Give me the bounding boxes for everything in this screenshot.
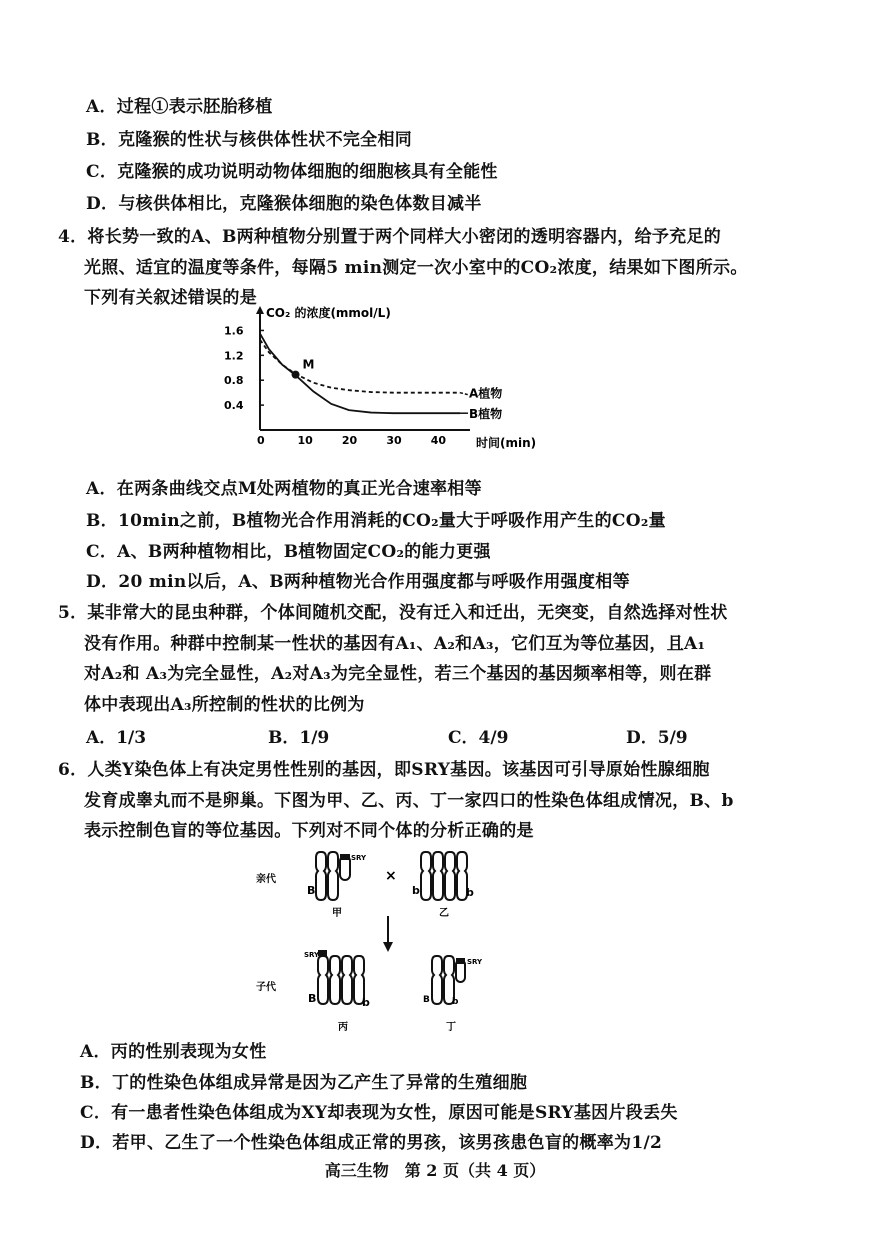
- ding-x-chromosome-1: [432, 956, 442, 1004]
- y-tick-label: 0.4: [224, 399, 244, 413]
- series-b-line: [260, 334, 460, 414]
- q3-option-b: B．克隆猴的性状与核供体性状不完全相同: [86, 130, 413, 150]
- q5-option-c: C．4/9: [448, 728, 509, 748]
- y-tick-label: 0.8: [224, 374, 244, 388]
- bing-sry-label: SRY: [304, 951, 320, 959]
- y-tick-label: 1.6: [224, 324, 244, 338]
- intersection-label-m: M: [302, 357, 315, 372]
- q5-option-d: D．5/9: [626, 728, 688, 748]
- x-tick-label: 40: [430, 434, 447, 447]
- intersection-point-m: [292, 371, 300, 379]
- yi-x-chromosome-3: [445, 852, 455, 900]
- q4-stem-line-3: 下列有关叙述错误的是: [84, 288, 257, 308]
- x-axis-label: 时间(min): [476, 436, 537, 450]
- q4-option-c: C．A、B两种植物相比，B植物固定CO₂的能力更强: [86, 542, 491, 562]
- q5-option-b: B．1/9: [268, 728, 330, 748]
- q3-option-d: D．与核供体相比，克隆猴体细胞的染色体数目减半: [86, 194, 482, 214]
- q6-option-c: C．有一患者性染色体组成为XY却表现为女性，原因可能是SRY基因片段丢失: [80, 1103, 678, 1123]
- series-b-label: B植物: [469, 407, 503, 422]
- jia-chromosomes: [307, 852, 367, 919]
- bing-x-chromosome-3: [342, 956, 352, 1004]
- q3-option-a: A．过程①表示胚胎移植: [86, 97, 273, 117]
- bing-allele-b-upper: B: [308, 992, 317, 1005]
- parent-generation-label: 亲代: [256, 874, 276, 885]
- x-tick-label: 10: [297, 434, 313, 447]
- ding-name: 丁: [446, 1022, 456, 1033]
- q5-stem-line-1: 5．某非常大的昆虫种群，个体间随机交配，没有迁入和迁出，无突变，自然选择对性状: [58, 603, 728, 623]
- jia-sry-segment: [340, 854, 350, 860]
- q4-stem-line-1: 4．将长势一致的A、B两种植物分别置于两个同样大小密闭的透明容器内，给予充足的: [58, 227, 722, 247]
- q6-option-d: D．若甲、乙生了一个性染色体组成正常的男孩，该男孩患色盲的概率为1/2: [80, 1133, 663, 1153]
- yi-allele-b-right: b: [466, 886, 474, 899]
- q4-option-a: A．在两条曲线交点M处两植物的真正光合速率相等: [86, 479, 482, 499]
- jia-name: 甲: [332, 908, 342, 919]
- q4-option-b: B．10min之前，B植物光合作用消耗的CO₂量大于呼吸作用产生的CO₂量: [86, 511, 666, 531]
- jia-x-chromosome-2: [328, 852, 338, 900]
- yi-x-chromosome-1: [421, 852, 431, 900]
- y-axis-label: CO₂ 的浓度(mmol/L): [266, 306, 391, 320]
- q5-stem-line-4: 体中表现出A₃所控制的性状的比例为: [84, 695, 365, 715]
- q6-option-a: A．丙的性别表现为女性: [80, 1042, 267, 1062]
- ding-sry-label: SRY: [467, 958, 483, 966]
- q3-option-c: C．克隆猴的成功说明动物体细胞的细胞核具有全能性: [86, 162, 498, 182]
- jia-sry-label: SRY: [351, 854, 367, 862]
- q5-stem-line-2: 没有作用。种群中控制某一性状的基因有A₁、A₂和A₃，它们互为等位基因，且A₁: [84, 634, 706, 654]
- ding-allele-b-lower: b: [452, 997, 459, 1007]
- x-tick-label: 20: [341, 434, 358, 447]
- q4-option-d: D．20 min以后，A、B两种植物光合作用强度都与呼吸作用强度相等: [86, 572, 630, 592]
- inheritance-arrow-head: [383, 942, 393, 952]
- bing-x-chromosome-2: [330, 956, 340, 1004]
- q6-option-b: B．丁的性染色体组成异常是因为乙产生了异常的生殖细胞: [80, 1073, 528, 1093]
- ding-sry-segment: [456, 958, 465, 964]
- co2-concentration-chart: [222, 302, 562, 462]
- child-generation-label: 子代: [256, 982, 276, 993]
- series-a-leader: [460, 393, 468, 395]
- ding-allele-b-upper: B: [423, 995, 430, 1005]
- bing-allele-b-lower: b: [362, 996, 370, 1009]
- ding-chromosomes: [423, 956, 483, 1033]
- bing-x-chromosome-1: [318, 956, 328, 1004]
- q5-stem-line-3: 对A₂和 A₃为完全显性，A₂对A₃为完全显性，若三个基因的基因频率相等，则在群: [84, 664, 712, 684]
- x-tick-label: 0: [257, 434, 265, 447]
- series-a-label: A植物: [469, 386, 503, 401]
- y-tick-label: 1.2: [224, 349, 244, 363]
- bing-chromosomes: [304, 950, 370, 1033]
- series-a-line: [260, 340, 460, 393]
- jia-x-chromosome: [316, 852, 326, 900]
- page-footer: 高三生物 第 2 页（共 4 页）: [324, 1161, 546, 1180]
- bing-name: 丙: [338, 1022, 348, 1033]
- sex-chromosome-diagram: [240, 840, 540, 1040]
- yi-chromosomes: [412, 852, 474, 919]
- jia-allele-b-upper: B: [307, 884, 316, 897]
- y-axis-arrow: [256, 306, 264, 314]
- q4-stem-line-2: 光照、适宜的温度等条件，每隔5 min测定一次小室中的CO₂浓度，结果如下图所示。: [84, 258, 748, 278]
- q6-stem-line-2: 发育成睾丸而不是卵巢。下图为甲、乙、丙、丁一家四口的性染色体组成情况，B、b: [84, 791, 734, 811]
- q6-stem-line-3: 表示控制色盲的等位基因。下列对不同个体的分析正确的是: [84, 821, 534, 841]
- yi-allele-b-left: b: [412, 884, 420, 897]
- x-tick-label: 30: [386, 434, 402, 447]
- yi-x-chromosome-2: [433, 852, 443, 900]
- q6-stem-line-1: 6．人类Y染色体上有决定男性性别的基因，即SRY基因。该基因可引导原始性腺细胞: [58, 760, 710, 780]
- yi-name: 乙: [439, 908, 449, 919]
- cross-symbol: ×: [385, 868, 397, 884]
- q5-option-a: A．1/3: [86, 728, 147, 748]
